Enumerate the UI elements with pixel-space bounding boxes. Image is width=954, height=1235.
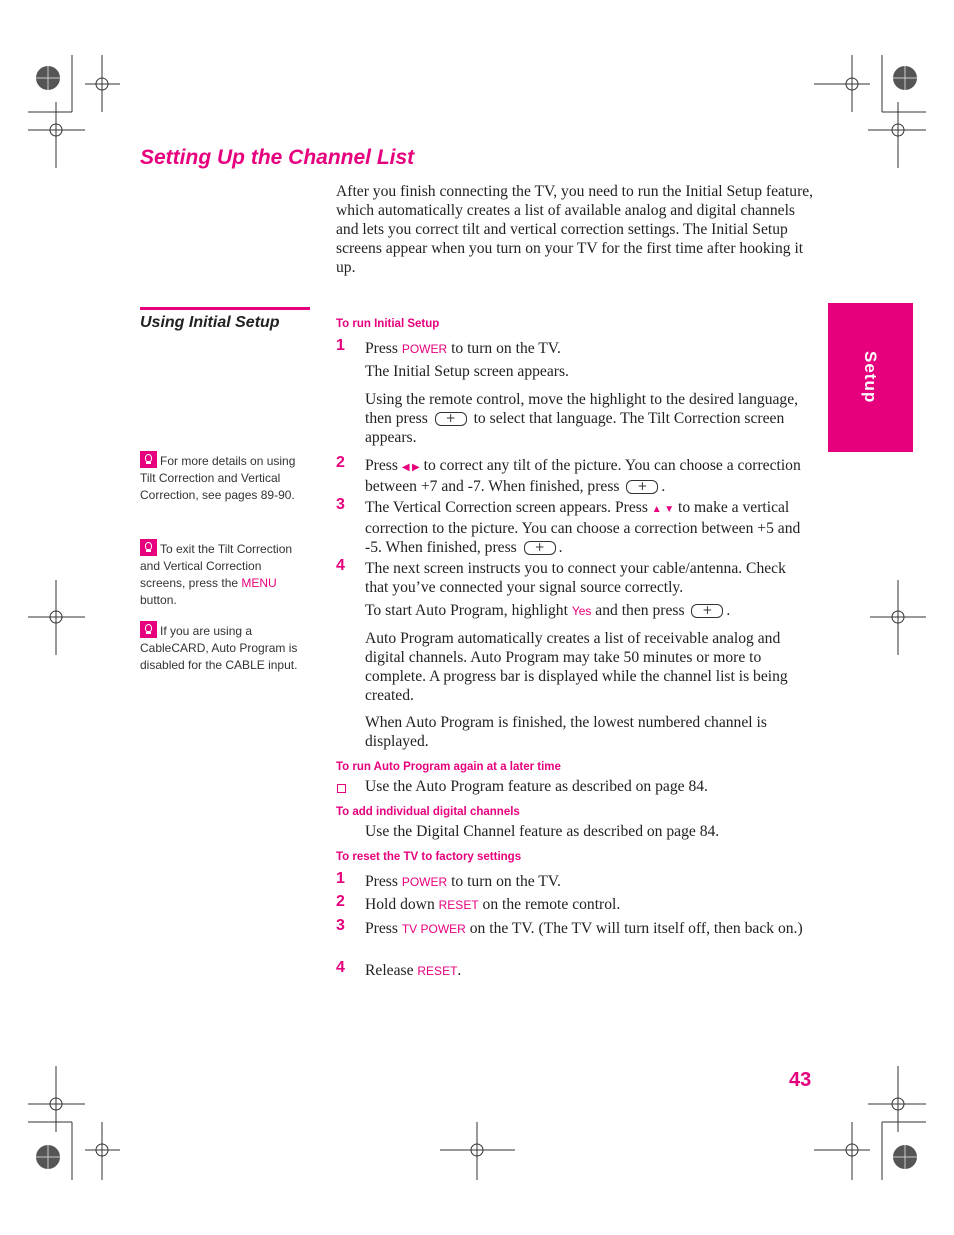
checkbox-bullet-icon — [337, 781, 346, 799]
side-tab — [828, 303, 913, 452]
step-text — [365, 339, 815, 359]
page-number: 43 — [789, 1069, 812, 1091]
step-number: 1 — [336, 337, 345, 354]
step-number: 3 — [336, 496, 345, 513]
step-text — [365, 895, 815, 915]
step-text-part: . — [457, 962, 462, 979]
step-number: 4 — [336, 959, 345, 976]
step-text-part: Press — [365, 873, 402, 890]
section-rule — [140, 307, 310, 310]
left-right-arrows-icon: ◀ ▶ — [401, 462, 420, 473]
lightbulb-icon — [140, 621, 157, 638]
subheading: To run Auto Program again at a later time — [336, 761, 561, 773]
step-text-part: . — [661, 478, 666, 495]
lightbulb-icon — [140, 451, 157, 468]
tip-text: If you are using a CableCARD, Auto Program is disabled for the CABLE input. — [140, 624, 298, 672]
tip-note — [140, 451, 306, 504]
subheading: To reset the TV to factory settings — [336, 851, 522, 863]
step-text — [365, 498, 810, 557]
tip-note — [140, 539, 306, 609]
step-text-part: The Vertical Correction screen appears. Press — [365, 499, 652, 516]
step-number: 1 — [336, 870, 345, 887]
lightbulb-icon — [140, 539, 157, 556]
subheading: To run Initial Setup — [336, 318, 440, 330]
step-text — [365, 961, 815, 981]
menu-key: MENU — [241, 576, 277, 590]
step-text — [365, 456, 810, 496]
step-text-part: . — [726, 602, 731, 619]
select-button-icon — [435, 412, 467, 426]
subheading: To add individual digital channels — [336, 806, 520, 818]
tip-text: To exit the Tilt Correction and Vertical Correction screens, press the — [140, 542, 293, 590]
step-text: Use the Digital Channel feature as described on page 84. — [365, 823, 720, 840]
step-text — [365, 872, 815, 892]
select-button-icon — [524, 541, 556, 555]
step-text-part: to turn on the TV. — [447, 873, 561, 890]
tip-text: button. — [140, 593, 177, 607]
step-text-part: to turn on the TV. — [447, 340, 561, 357]
up-down-arrows-icon: ▲ ▼ — [651, 504, 675, 515]
step-text — [365, 601, 810, 621]
step-text — [365, 919, 805, 939]
step-text-part: on the remote control. — [478, 896, 621, 913]
step-text-part: . — [558, 539, 563, 556]
step-text-part: to make a vertical correction to the picture. You can choose a correction between +5 and -5. When finished, press — [365, 499, 801, 556]
reset-key: RESET — [438, 898, 479, 912]
step-number: 2 — [336, 893, 345, 910]
step-number: 4 — [336, 557, 345, 574]
step-text-part: Using the remote control, move the highlight to the desired language, then press — [365, 391, 799, 427]
intro-paragraph: After you finish connecting the TV, you need to run the Initial Setup feature, which automatically creates a list of available analog and digital channels and lets you correct tilt and vertical correction settings. The Initial Setup screens appear when you turn on your TV for the first time after hooking it up. — [336, 183, 814, 276]
step-text-part: Press — [365, 457, 402, 474]
tip-text: For more details on using Tilt Correction and Vertical Correction, see pages 89-90. — [140, 454, 296, 502]
tip-note — [140, 621, 306, 674]
step-text-part: Press — [365, 920, 402, 937]
tv-power-key: TV POWER — [401, 922, 466, 936]
step-text-part: and then press — [591, 602, 689, 619]
power-key: POWER — [401, 875, 448, 889]
step-text-part: Release — [365, 962, 418, 979]
step-number: 2 — [336, 454, 345, 471]
step-text-part: to select that language. The Tilt Correction screen appears. — [365, 410, 785, 446]
step-text: When Auto Program is finished, the lowest numbered channel is displayed. — [365, 714, 767, 750]
page-title: Setting Up the Channel List — [140, 146, 415, 169]
yes-option: Yes — [571, 604, 592, 618]
step-text: The Initial Setup screen appears. — [365, 363, 569, 380]
step-text: Auto Program automatically creates a list of receivable analog and digital channels. Auto Program may take 50 minutes or more to complete. A progress bar is displayed while the channel list is being created. — [365, 630, 788, 704]
step-number: 3 — [336, 917, 345, 934]
select-button-icon — [691, 604, 723, 618]
step-text-part: Press — [365, 340, 402, 357]
step-text — [365, 390, 810, 447]
step-text-part: on the TV. (The TV will turn itself off, then back on.) — [465, 920, 803, 937]
select-button-icon — [626, 480, 658, 494]
step-text: The next screen instructs you to connect your cable/antenna. Check that you’ve connected your signal source correctly. — [365, 560, 786, 596]
power-key: POWER — [401, 342, 448, 356]
reset-key: RESET — [417, 964, 458, 978]
step-text-part: Hold down — [365, 896, 439, 913]
step-text-part: to correct any tilt of the picture. You can choose a correction between +7 and -7. When finished, press — [365, 457, 801, 495]
side-tab-label: Setup — [861, 351, 880, 404]
step-text-part: To start Auto Program, highlight — [365, 602, 572, 619]
step-text: Use the Auto Program feature as described on page 84. — [365, 778, 708, 795]
section-heading: Using Initial Setup — [140, 314, 280, 331]
